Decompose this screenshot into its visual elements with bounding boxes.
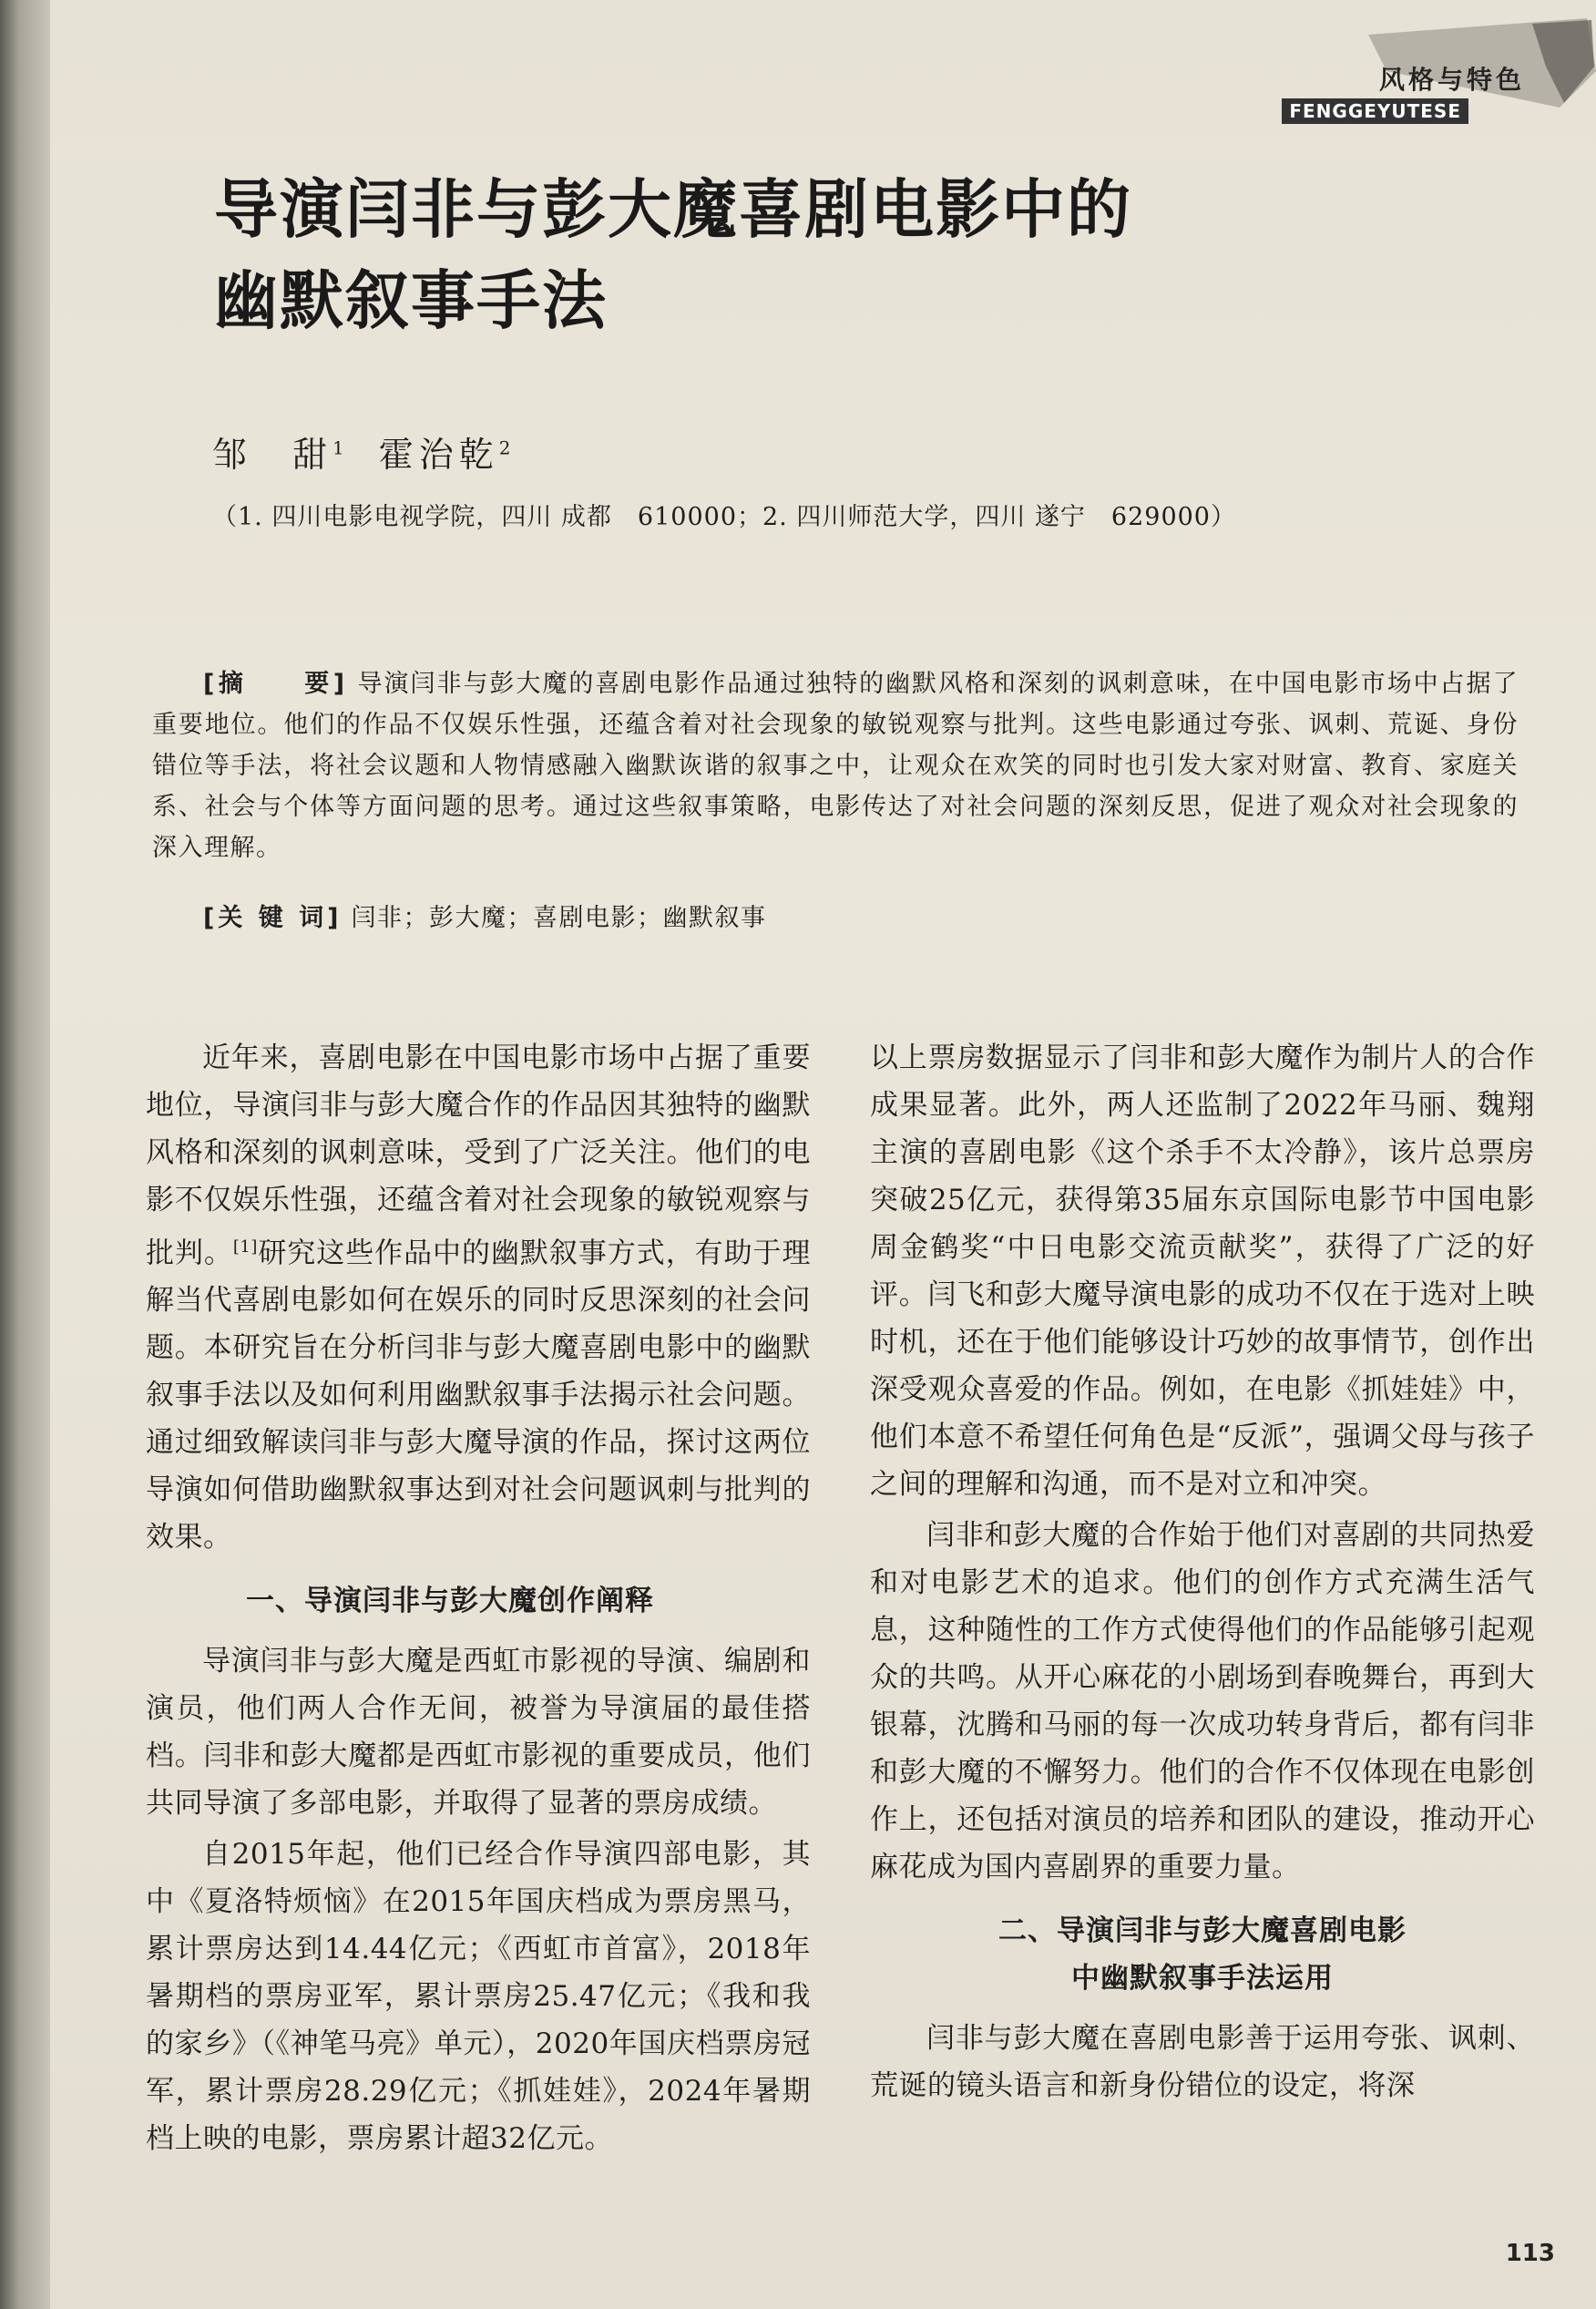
section-heading-1: 一、导演闫非与彭大魔创作阐释 — [246, 1585, 654, 1618]
paragraph: 导演闫非与彭大魔是西虹市影视的导演、编剧和演员，他们两人合作无间，被誉为导演届的最佳搭档。闫非和彭大魔都是西虹市影视的重要成员，他们共同导演了多部电影，并取得了显著的票房成绩。 — [146, 1645, 811, 1821]
title-line-2: 幽默叙事手法 — [214, 263, 608, 338]
body-column-left — [146, 1034, 811, 2166]
book-spine-shadow — [0, 0, 55, 2309]
author-2-affil-mark: 2 — [498, 436, 511, 459]
keywords-block — [203, 898, 766, 933]
paragraph-text: 近年来，喜剧电影在中国电影市场中占据了重要地位，导演闫非与彭大魔合作的作品因其独特的幽默风格和深刻的讽刺意味，受到了广泛关注。他们的电影不仅娱乐性强，还蕴含着对社会现象的敏锐观察与批判。 — [146, 1042, 811, 1270]
abstract-text: 导演闫非与彭大魔的喜剧电影作品通过独特的幽默风格和深刻的讽刺意味，在中国电影市场中占据了重要地位。他们的作品不仅娱乐性强，还蕴含着对社会现象的敏锐观察与批判。这些电影通过夸张、讽刺、荒诞、身份错位等手法，将社会议题和人物情感融入幽默诙谐的叙事之中，让观众在欢笑的同时也引发大家对财富、教育、家庭关系、社会与个体等方面问题的思考。通过这些叙事策略，电影传达了对社会问题的深刻反思，促进了观众对社会现象的深入理解。 — [152, 670, 1519, 862]
page-number: 113 — [1505, 2240, 1555, 2267]
paragraph — [146, 1034, 811, 1561]
journal-page — [50, 0, 1596, 2309]
section-heading-2-line-1: 二、导演闫非与彭大魔喜剧电影 — [998, 1914, 1407, 1947]
author-1: 邹 甜 — [212, 435, 333, 475]
article-title — [214, 164, 1307, 346]
paragraph: 以上票房数据显示了闫非和彭大魔作为制片人的合作成果显著。此外，两人还监制了2022年马丽、魏翔主演的喜剧电影《这个杀手不太冷静》，该片总票房突破25亿元，获得第35届东京国际电影节中国电影周金鹤奖“中日电影交流贡献奖”，获得了广泛的好评。闫飞和彭大魔导演电影的成功不仅在于选对上映时机，还在于他们能够设计巧妙的故事情节，创作出深受观众喜爱的作品。例如，在电影《抓娃娃》中，他们本意不希望任何角色是“反派”，强调父母与孩子之间的理解和沟通，而不是对立和冲突。 — [870, 1042, 1535, 1501]
keywords-label: [关 键 词] — [203, 904, 343, 932]
section-title-en: FENGGEYUTESE — [1282, 98, 1468, 124]
citation-ref: [1] — [232, 1237, 258, 1257]
section-header — [1289, 16, 1596, 122]
paragraph: 闫非和彭大魔的合作始于他们对喜剧的共同热爱和对电影艺术的追求。他们的创作方式充满生活气息，这种随性的工作方式使得他们的作品能够引起观众的共鸣。从开心麻花的小剧场到春晚舞台，再到大银幕，沈腾和马丽的每一次成功转身背后，都有闫非和彭大魔的不懈努力。他们的合作不仅体现在电影创作上，还包括对演员的培养和团队的建设，推动开心麻花成为国内喜剧界的重要力量。 — [870, 1519, 1535, 1883]
paragraph: 自2015年起，他们已经合作导演四部电影，其中《夏洛特烦恼》在2015年国庆档成为票房黑马，累计票房达到14.44亿元；《西虹市首富》，2018年暑期档的票房亚军，累计票房25.47亿元；《我和我的家乡》（《神笔马亮》单元），2020年国庆档票房冠军，累计票房28.29亿元；《抓娃娃》，2024年暑期档上映的电影，票房累计超32亿元。 — [146, 1838, 811, 2156]
abstract-label: [摘 要] — [203, 670, 349, 698]
section-heading-2-line-2: 中幽默叙事手法运用 — [1071, 1962, 1334, 1995]
section-heading-2 — [870, 1907, 1535, 2002]
body-column-right — [870, 1034, 1535, 2113]
author-2: 霍治乾 — [378, 435, 499, 475]
title-line-1: 导演闫非与彭大魔喜剧电影中的 — [214, 172, 1132, 247]
affiliation: （1. 四川电影电视学院，四川 成都 610000；2. 四川师范大学，四川 遂宁 629000） — [212, 503, 1236, 531]
author-line — [212, 426, 511, 477]
keywords-text: 闫非；彭大魔；喜剧电影；幽默叙事 — [351, 904, 767, 932]
author-1-affil-mark: 1 — [332, 436, 344, 459]
paragraph-text: 研究这些作品中的幽默叙事方式，有助于理解当代喜剧电影如何在娱乐的同时反思深刻的社会问题。本研究旨在分析闫非与彭大魔喜剧电影中的幽默叙事手法以及如何利用幽默叙事手法揭示社会问题。通过细致解读闫非与彭大魔导演的作品，探讨这两位导演如何借助幽默叙事达到对社会问题讽刺与批判的效果。 — [146, 1237, 812, 1555]
paragraph: 闫非与彭大魔在喜剧电影善于运用夸张、讽刺、荒诞的镜头语言和新身份错位的设定，将深 — [870, 2022, 1535, 2102]
abstract-block — [152, 663, 1519, 868]
section-title-cn: 风格与特色 — [1378, 65, 1525, 95]
